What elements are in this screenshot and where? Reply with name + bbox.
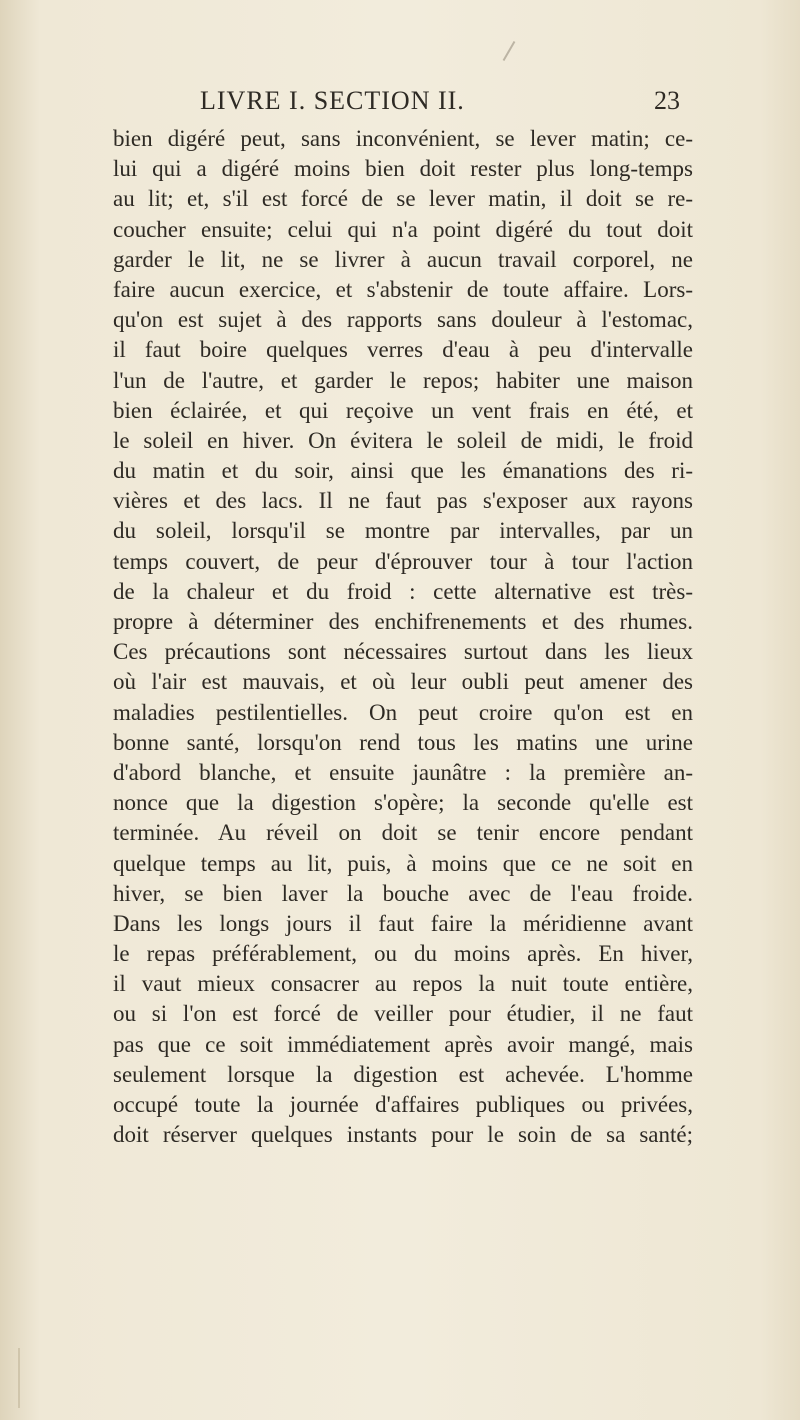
text-line: garder le lit, ne se livrer à aucun travail corporel, ne	[113, 246, 693, 272]
text-line: quelque temps au lit, puis, à moins que ce ne soit en	[113, 850, 693, 876]
text-line: coucher ensuite; celui qui n'a point digéré du tout doit	[113, 216, 693, 242]
running-head: LIVRE I. SECTION II.	[200, 86, 465, 115]
text-line: Ces précautions sont nécessaires surtout dans les lieux	[113, 639, 693, 665]
page-number: 23	[654, 86, 680, 115]
text-line: terminée. Au réveil on doit se tenir encore pendant	[113, 820, 693, 846]
text-line: bien éclairée, et qui reçoive un vent frais en été, et	[113, 397, 693, 423]
text-line: bonne santé, lorsqu'on rend tous les matins une urine	[113, 729, 693, 755]
text-line: faire aucun exercice, et s'abstenir de toute affaire. Lors-	[113, 276, 693, 302]
ink-mark	[503, 41, 516, 61]
text-line: d'abord blanche, et ensuite jaunâtre : la première an-	[113, 759, 693, 785]
text-line: le repas préférablement, ou du moins après. En hiver,	[113, 941, 693, 967]
text-line: vières et des lacs. Il ne faut pas s'exposer aux rayons	[113, 488, 693, 514]
text-line: l'un de l'autre, et garder le repos; habiter une maison	[113, 367, 693, 393]
text-line: doit réserver quelques instants pour le soin de sa santé;	[113, 1122, 693, 1148]
text-line: au lit; et, s'il est forcé de se lever matin, il doit se re-	[113, 186, 693, 212]
text-line: ou si l'on est forcé de veiller pour étudier, il ne faut	[113, 1001, 693, 1027]
text-line: nonce que la digestion s'opère; la seconde qu'elle est	[113, 790, 693, 816]
text-line: propre à déterminer des enchifrenements et des rhumes.	[113, 609, 693, 634]
body-text	[113, 124, 693, 1150]
page-edge-mark	[18, 1348, 60, 1408]
text-line: maladies pestilentielles. On peut croire qu'on est en	[113, 699, 693, 725]
text-line: il vaut mieux consacrer au repos la nuit toute entière,	[113, 971, 693, 997]
text-line: occupé toute la journée d'affaires publiques ou privées,	[113, 1092, 693, 1117]
text-line: pas que ce soit immédiatement après avoir mangé, mais	[113, 1031, 693, 1057]
text-line: il faut boire quelques verres d'eau à peu d'intervalle	[113, 337, 693, 363]
text-line: Dans les longs jours il faut faire la méridienne avant	[113, 910, 693, 936]
text-line: bien digéré peut, sans inconvénient, se lever matin; ce-	[113, 126, 693, 151]
page-header	[200, 86, 680, 122]
text-line: lui qui a digéré moins bien doit rester plus long-temps	[113, 156, 693, 182]
text-line: hiver, se bien laver la bouche avec de l'eau froide.	[113, 880, 693, 906]
text-line: du soleil, lorsqu'il se montre par intervalles, par un	[113, 518, 693, 544]
text-line: seulement lorsque la digestion est achevée. L'homme	[113, 1061, 693, 1087]
text-line: du matin et du soir, ainsi que les émanations des ri-	[113, 458, 693, 484]
text-line: le soleil en hiver. On évitera le soleil de midi, le froid	[113, 427, 693, 453]
text-line: qu'on est sujet à des rapports sans douleur à l'estomac,	[113, 307, 693, 333]
text-line: temps couvert, de peur d'éprouver tour à tour l'action	[113, 548, 693, 574]
text-line: de la chaleur et du froid : cette alternative est très-	[113, 578, 693, 604]
text-line: où l'air est mauvais, et où leur oubli peut amener des	[113, 669, 693, 695]
